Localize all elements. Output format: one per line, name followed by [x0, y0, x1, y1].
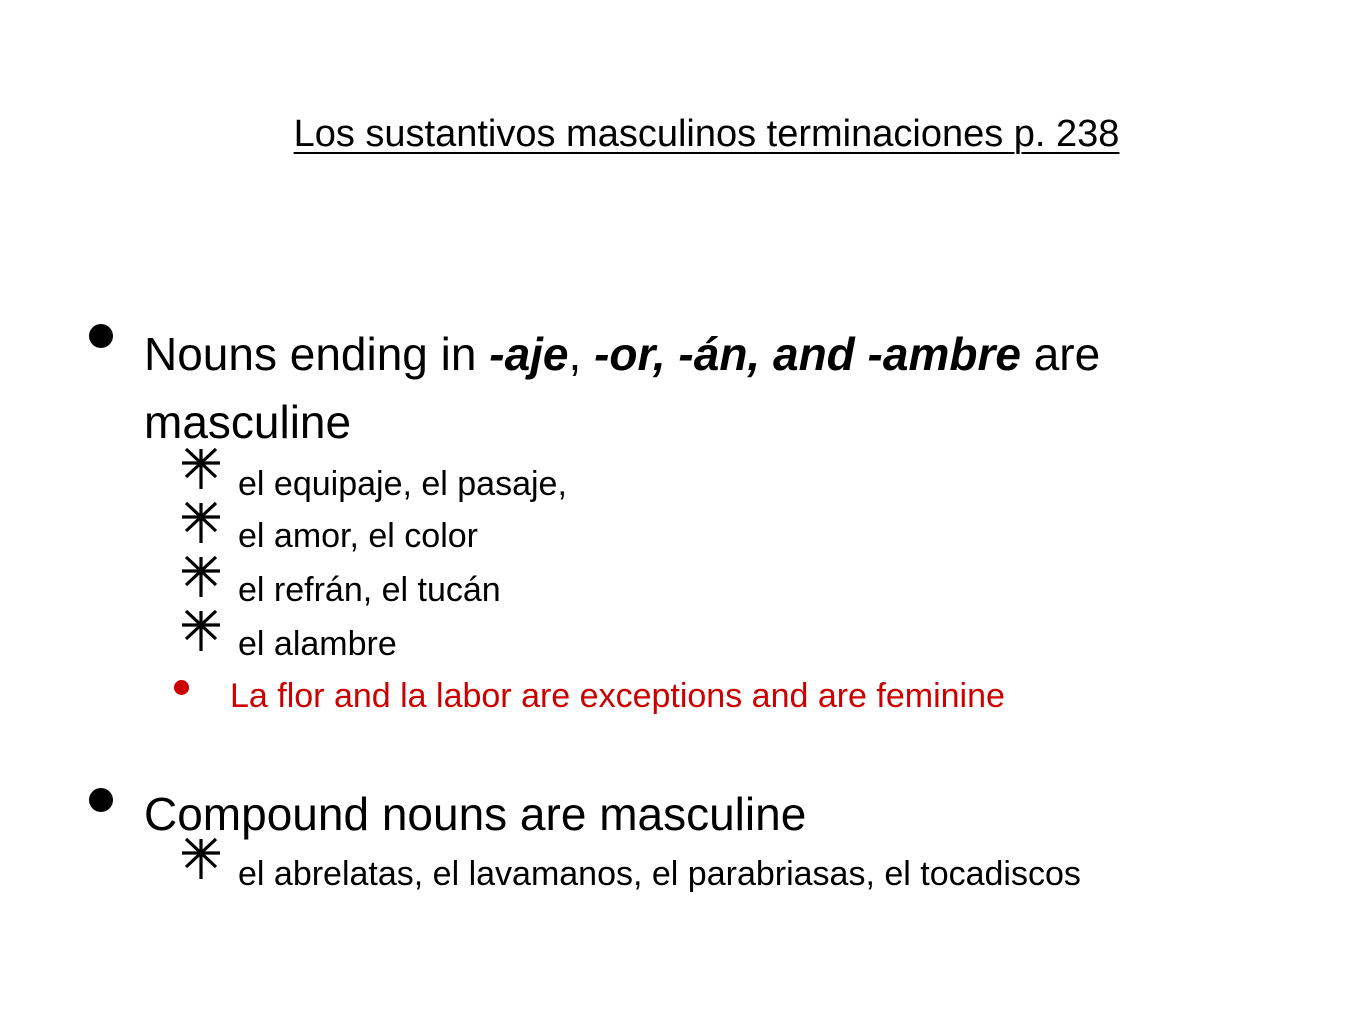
slide-title: Los sustantivos masculinos terminaciones p. 238 — [293, 113, 1120, 155]
asterisk-bullet-icon — [180, 610, 222, 652]
bullet-1-suffix: are — [1020, 328, 1101, 380]
example-ambre: el alambre — [238, 625, 397, 663]
example-an: el refrán, el tucán — [238, 571, 501, 609]
bullet-dot — [89, 324, 113, 348]
bullet-dot — [89, 788, 113, 812]
asterisk-bullet-icon — [180, 838, 222, 880]
ending-separator: , — [568, 328, 595, 380]
exception-note: La flor and la labor are exceptions and are feminine — [230, 677, 1005, 715]
endings-or-an-ambre: -or, -án, and -ambre — [594, 328, 1021, 380]
asterisk-bullet-icon — [180, 556, 222, 598]
exception-bullet-dot — [174, 680, 189, 695]
bullet-1-prefix: Nouns ending in — [144, 328, 490, 380]
asterisk-bullet-icon — [180, 448, 222, 490]
ending-aje: -aje — [489, 328, 569, 380]
bullet-1-line-1 — [144, 322, 1100, 386]
example-or: el amor, el color — [238, 517, 478, 555]
bullet-2-text: Compound nouns are masculine — [144, 788, 807, 840]
example-aje: el equipaje, el pasaje, — [238, 465, 567, 503]
example-compound: el abrelatas, el lavamanos, el parabriasas, el tocadiscos — [238, 855, 1081, 893]
bullet-1-line-2: masculine — [144, 396, 352, 448]
asterisk-bullet-icon — [180, 502, 222, 544]
